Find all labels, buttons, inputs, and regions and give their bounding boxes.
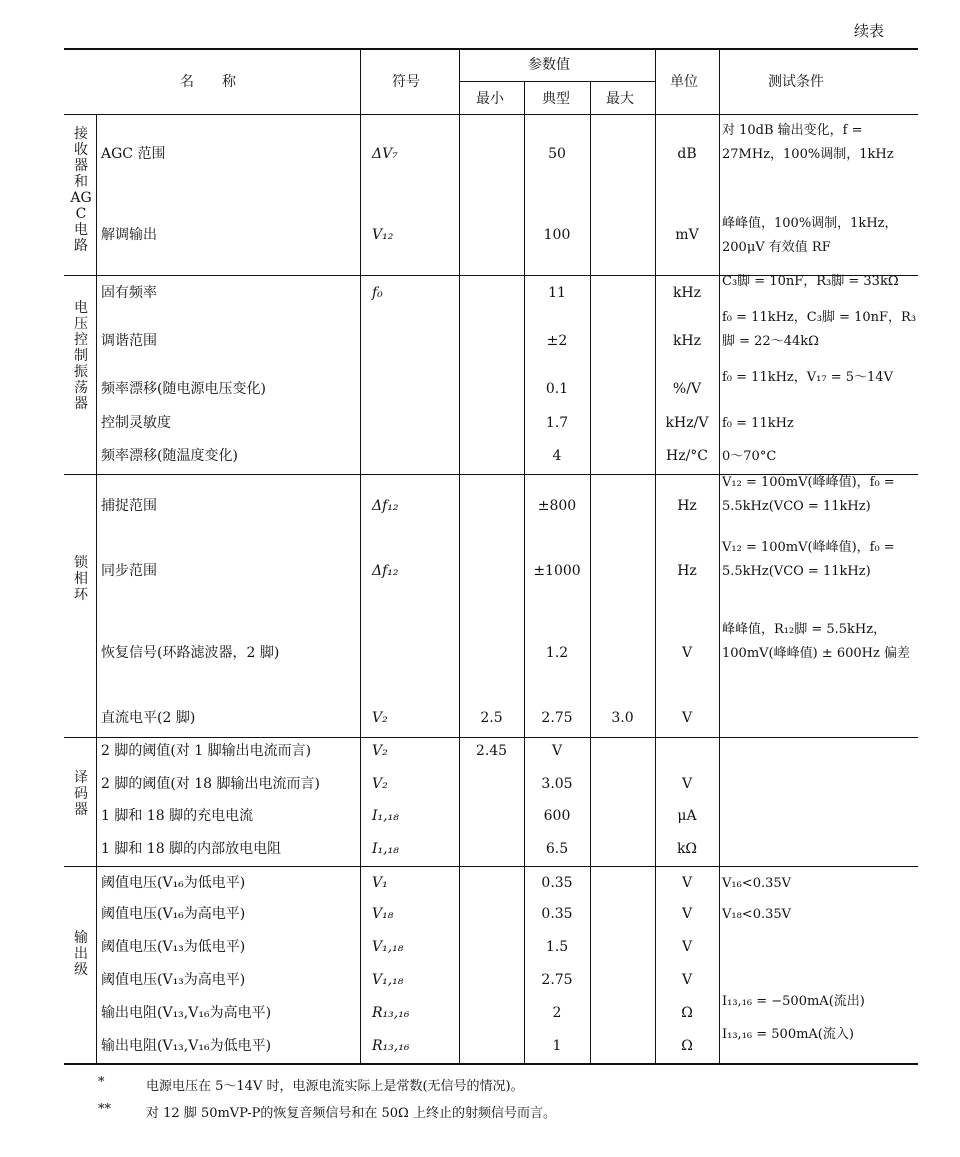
- row-condition: f₀ = 11kHz: [722, 416, 794, 431]
- row-name: 解调输出: [101, 227, 157, 243]
- row-unit: Hz: [677, 563, 697, 579]
- row-name: 阈值电压(V₁₃为低电平): [101, 939, 246, 955]
- row-symbol: V₂: [372, 743, 388, 759]
- row-min: 2.5: [480, 710, 503, 726]
- row-symbol: V₁,₁₈: [372, 972, 404, 988]
- row-name: 输出电阻(V₁₃,V₁₆为高电平): [101, 1005, 272, 1021]
- row-condition: 对 10dB 输出变化，f = 27MHz，100%调制，1kHz: [722, 123, 894, 162]
- row-typ: 100: [543, 227, 571, 243]
- row-condition: C₃脚 = 10nF，R₃脚 = 33kΩ: [722, 274, 899, 289]
- row-name: 2 脚的阈值(对 1 脚输出电流而言): [101, 743, 312, 759]
- row-unit: kHz/V: [665, 415, 709, 431]
- row-typ: ±800: [537, 498, 577, 514]
- row-name: 捕捉范围: [101, 498, 157, 514]
- header-symbol: 符号: [392, 74, 420, 90]
- row-typ: 11: [548, 285, 566, 301]
- row-unit: Hz: [677, 498, 697, 514]
- header-max: 最大: [606, 91, 634, 107]
- row-unit: V: [681, 776, 693, 792]
- row-symbol: Δf₁₂: [372, 498, 399, 514]
- row-typ: 2.75: [541, 710, 573, 726]
- row-unit: Hz/°C: [665, 448, 708, 464]
- row-typ: 1.5: [545, 939, 569, 955]
- table-bottom-rule: [64, 1063, 918, 1065]
- row-name: 恢复信号(环路滤波器，2 脚): [101, 645, 280, 661]
- header-unit: 单位: [670, 74, 698, 90]
- row-unit: mV: [675, 227, 699, 243]
- column-rule: [590, 81, 591, 1063]
- header-typ: 典型: [542, 91, 570, 107]
- row-unit: V: [681, 875, 693, 891]
- row-symbol: I₁,₁₈: [372, 808, 399, 824]
- section-label: 锁相环: [74, 555, 88, 603]
- row-condition: 峰峰值，R₁₂脚 = 5.5kHz，100mV(峰峰值) ± 600Hz 偏差: [722, 622, 910, 661]
- row-unit: V: [681, 906, 693, 922]
- row-unit: V: [681, 972, 693, 988]
- header-cond: 测试条件: [768, 74, 824, 90]
- row-symbol: I₁,₁₈: [372, 841, 399, 857]
- row-symbol: R₁₃,₁₆: [372, 1005, 410, 1021]
- row-unit: Ω: [681, 1005, 693, 1021]
- row-condition: 峰峰值，100%调制，1kHz，200μV 有效值 RF: [722, 216, 898, 255]
- row-typ: 1: [552, 1038, 562, 1054]
- row-unit: μA: [677, 808, 697, 824]
- row-typ: 600: [543, 808, 571, 824]
- row-condition: I₁₃,₁₆ = 500mA(流入): [722, 1027, 854, 1042]
- row-unit: %/V: [672, 381, 702, 397]
- row-min: 2.45: [475, 743, 508, 759]
- row-typ: 0.35: [541, 875, 573, 891]
- row-max: 3.0: [611, 710, 634, 726]
- row-typ: 2: [552, 1005, 562, 1021]
- row-condition: f₀ = 11kHz，V₁₇ = 5～14V: [722, 370, 893, 385]
- row-unit: kHz: [672, 285, 702, 301]
- row-unit: dB: [677, 146, 697, 162]
- row-name: 同步范围: [101, 563, 157, 579]
- row-name: 1 脚和 18 脚的内部放电电阻: [101, 841, 282, 857]
- row-name: 输出电阻(V₁₃,V₁₆为低电平): [101, 1038, 272, 1054]
- row-symbol: V₁: [372, 875, 388, 891]
- row-typ: 0.35: [541, 906, 573, 922]
- column-rule: [719, 48, 720, 1063]
- row-condition: V₁₈<0.35V: [722, 907, 792, 922]
- row-typ: ±1000: [533, 563, 581, 579]
- row-unit: kΩ: [676, 841, 698, 857]
- row-typ: 1.7: [545, 415, 569, 431]
- section-label: 电压控制振荡器: [74, 300, 88, 412]
- row-condition: 0～70°C: [722, 449, 777, 464]
- row-name: 频率漂移(随电源电压变化): [101, 381, 266, 397]
- section-label: 输出级: [74, 930, 88, 978]
- row-name: 1 脚和 18 脚的充电电流: [101, 808, 254, 824]
- row-name: 2 脚的阈值(对 18 脚输出电流而言): [101, 776, 320, 792]
- row-name: 频率漂移(随温度变化): [101, 448, 238, 464]
- section-rule: [64, 737, 918, 738]
- row-unit: V: [681, 939, 693, 955]
- continued-label: 续表: [853, 22, 884, 40]
- row-condition: V₁₂ = 100mV(峰峰值)，f₀ = 5.5kHz(VCO = 11kHz): [722, 475, 895, 514]
- row-typ: 6.5: [545, 841, 569, 857]
- header-bottom-rule: [64, 114, 918, 115]
- row-symbol: R₁₃,₁₆: [372, 1038, 410, 1054]
- row-name: 阈值电压(V₁₆为低电平): [101, 875, 246, 891]
- row-name: 控制灵敏度: [101, 415, 171, 431]
- row-typ: ±2: [546, 333, 568, 349]
- row-symbol: V₂: [372, 710, 388, 726]
- column-rule: [360, 48, 361, 1063]
- row-typ: 3.05: [541, 776, 573, 792]
- section-label-rule: [96, 114, 97, 1063]
- row-typ: V: [551, 743, 563, 759]
- row-condition: I₁₃,₁₆ = −500mA(流出): [722, 994, 865, 1009]
- row-symbol: V₁₈: [372, 906, 394, 922]
- row-unit: V: [681, 710, 693, 726]
- row-unit: kHz: [672, 333, 702, 349]
- row-name: AGC 范围: [101, 146, 166, 162]
- row-symbol: V₁₂: [372, 227, 394, 243]
- row-unit: V: [681, 645, 693, 661]
- row-typ: 1.2: [545, 645, 569, 661]
- row-condition: V₁₂ = 100mV(峰峰值)，f₀ = 5.5kHz(VCO = 11kHz): [722, 540, 895, 579]
- row-name: 调谐范围: [101, 333, 157, 349]
- row-name: 阈值电压(V₁₆为高电平): [101, 906, 246, 922]
- row-typ: 4: [552, 448, 562, 464]
- row-condition: V₁₆<0.35V: [722, 876, 792, 891]
- section-label: 接收器和AGC电路: [70, 126, 92, 254]
- row-name: 固有频率: [101, 285, 157, 301]
- footnote-mark: *: [98, 1075, 105, 1090]
- header-name: 名 称: [180, 74, 236, 90]
- row-name: 阈值电压(V₁₃为高电平): [101, 972, 246, 988]
- row-symbol: V₁,₁₈: [372, 939, 404, 955]
- row-typ: 50: [548, 146, 566, 162]
- section-label: 译码器: [74, 770, 88, 818]
- row-condition: f₀ = 11kHz，C₃脚 = 10nF，R₃脚 = 22～44kΩ: [722, 310, 917, 349]
- footnote-text: 电源电压在 5～14V 时，电源电流实际上是常数(无信号的情况)。: [146, 1079, 524, 1094]
- header-min: 最小: [476, 91, 504, 107]
- row-typ: 2.75: [541, 972, 573, 988]
- row-typ: 0.1: [545, 381, 569, 397]
- column-rule: [459, 48, 460, 1063]
- row-symbol: ΔV₇: [372, 146, 398, 162]
- footnote-mark: **: [98, 1102, 111, 1117]
- table-top-rule: [64, 48, 918, 50]
- header-params: 参数值: [528, 57, 570, 73]
- params-subrule: [459, 81, 655, 82]
- row-symbol: f₀: [372, 285, 383, 301]
- row-symbol: V₂: [372, 776, 388, 792]
- section-rule: [64, 866, 918, 867]
- footnote-text: 对 12 脚 50mVP-P的恢复音频信号和在 50Ω 上终止的射频信号而言。: [146, 1106, 556, 1121]
- row-unit: Ω: [681, 1038, 693, 1054]
- row-symbol: Δf₁₂: [372, 563, 399, 579]
- row-name: 直流电平(2 脚): [101, 710, 196, 726]
